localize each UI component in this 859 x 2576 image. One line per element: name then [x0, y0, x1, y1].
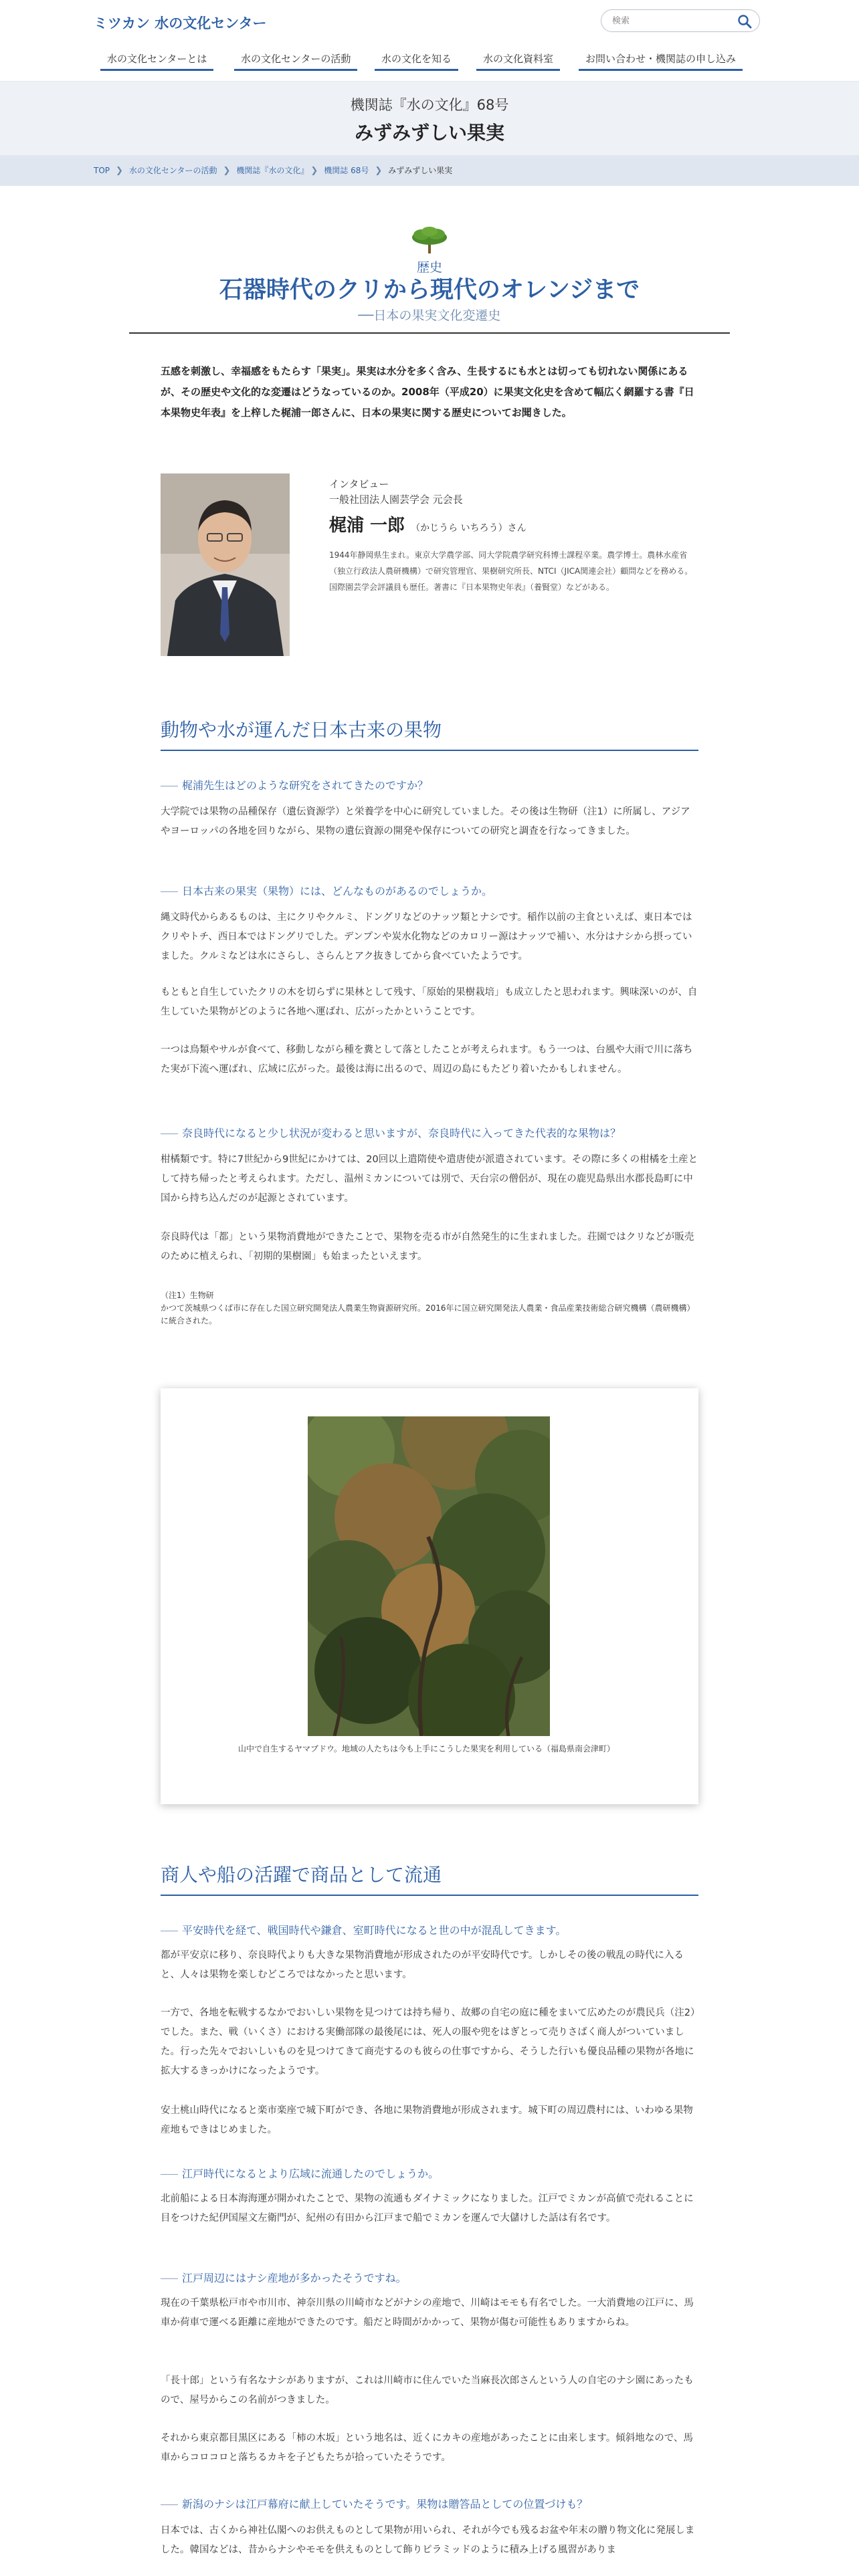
chevron-right-icon: ❯ — [375, 166, 383, 176]
article-category: 歴史 — [416, 260, 442, 275]
question-text: 平安時代を経て、戦国時代や鎌倉、室町時代になると世の中が混乱してきます。 — [182, 1924, 567, 1937]
question — [161, 776, 698, 796]
interviewee-name-text: 梶浦 一郎 — [329, 516, 405, 536]
question — [161, 1123, 698, 1144]
paragraph: もともと自生していたクリの木を切らずに果林として残す、「原始的果樹栽培」も成立したと思われます。興味深いのが、自生していた果物がどのように各地へ運ばれ、広がったかということです。 — [161, 987, 698, 1017]
paragraph: 日本では、古くから神社仏閣へのお供えものとして果物が用いられ、それが今でも残るお盆や年末の贈り物文化に発展しました。韓国などは、昔からナシやモモを供えものとして飾りピラミッドのように積み上げる風習がありま — [161, 2525, 695, 2555]
interviewee-profile: 1944年静岡県生まれ。東京大学農学部、同大学院農学研究科博士課程卒業。農学博士。農林水産省（独立行政法人農研機構）で研究管理官、果樹研究所長、NTCI（JICA関連会社）顧問などを務める。国際園芸学会評議員も歴任。著書に『日本果物史年表』（養賢堂）などがある。 — [329, 550, 693, 592]
breadcrumb-link-top[interactable]: TOP — [94, 166, 110, 175]
page-title-band — [0, 82, 859, 155]
photo-caption: 山中で自生するヤマブドウ。地域の人たちは今も上手にこうした果実を利用している（福島県南会津町） — [238, 1744, 615, 1753]
nav-item-activities[interactable]: 水の文化センターの活動 — [234, 47, 357, 71]
photo-card — [161, 1388, 698, 1804]
dash-decoration — [161, 2504, 178, 2505]
section-heading: 商人や船の活躍で商品として流通 — [161, 1860, 698, 1896]
paragraph: 柑橘類です。特に7世紀から9世紀にかけては、20回以上遣隋使や遣唐使が派遣されています。その際に多くの柑橘を土産として持ち帰ったと考えられます。ただし、温州ミカンについては別で、天台宗の僧侶が、現在の鹿児島県出水郡長島町に中国から持ち込んだのが起源とされています。 — [161, 1154, 698, 1204]
chevron-right-icon: ❯ — [310, 166, 318, 176]
dash-decoration — [161, 2174, 178, 2175]
title-divider — [129, 332, 730, 334]
question-text: 江戸周辺にはナシ産地が多かったそうですね。 — [182, 2272, 407, 2284]
interview-label: インタビュー — [329, 478, 389, 490]
breadcrumb — [0, 155, 859, 186]
question-text: 新潟のナシは江戸幕府に献上していたそうです。果物は贈答品としての位置づけも？ — [182, 2498, 588, 2510]
question — [161, 2268, 698, 2288]
paragraph: 一方で、各地を転戦するなかでおいしい果物を見つけては持ち帰り、故郷の自宅の庭に種をまいて広めたのが農民兵（注2）でした。また、戦（いくさ）における実働部隊の最後尾には、死人の服や兜をはぎとって売りさばく商人がついていました。行った先々でおいしいものを見つけてきて商売するのも彼らの仕事ですから、そうした行いも優良品種の果物が各地に拡大するきっかけになったようです。 — [161, 2008, 696, 2076]
chevron-right-icon: ❯ — [223, 166, 231, 176]
tree-icon — [408, 225, 451, 255]
paragraph: 北前船による日本海海運が開かれたことで、果物の流通もダイナミックになりました。江戸でミカンが高値で売れることに目をつけた紀伊国屋文左衛門が、紀州の有田から江戸まで船でミカンを運んで大儲けした話は有名です。 — [161, 2193, 694, 2224]
dash-decoration — [161, 891, 178, 892]
breadcrumb-link-magazine[interactable]: 機関誌『水の文化』 — [236, 166, 305, 175]
section-heading: 動物や水が運んだ日本古来の果物 — [161, 716, 698, 751]
issue-label: 機関誌『水の文化』68号 — [350, 97, 509, 113]
paragraph: それから東京都目黒区にある「柿の木坂」という地名は、近くにカキの産地があったことに由来します。傾斜地なので、馬車からコロコロと落ちるカキを子どもたちが拾っていたそうです。 — [161, 2433, 693, 2463]
question — [161, 2494, 698, 2514]
breadcrumb-current: みずみずしい果実 — [388, 166, 453, 175]
article-title: 石器時代のクリから現代のオレンジまで — [219, 277, 640, 304]
search-icon[interactable] — [737, 13, 753, 29]
interviewee-affiliation: 一般社団法人園芸学会 元会長 — [329, 494, 463, 506]
question — [161, 2164, 698, 2184]
interviewee-photo — [161, 473, 290, 656]
question-text: 日本古来の果実（果物）には、どんなものがあるのでしょうか。 — [182, 885, 493, 897]
wild-grape-photo — [308, 1416, 550, 1736]
global-nav — [0, 40, 859, 82]
search-box — [601, 9, 760, 32]
breadcrumb-link-activities[interactable]: 水の文化センターの活動 — [128, 166, 217, 175]
question-text: 江戸時代になるとより広域に流通したのでしょうか。 — [182, 2167, 440, 2180]
interviewee-name — [329, 510, 527, 542]
question-text: 梶浦先生はどのような研究をされてきたのですか？ — [182, 779, 429, 792]
search-input[interactable] — [612, 13, 726, 28]
question-text: 奈良時代になると少し状況が変わると思いますが、奈良時代に入ってきた代表的な果物は？ — [182, 1127, 622, 1140]
paragraph: 一つは鳥類やサルが食べて、移動しながら種を糞として落としたことが考えられます。もう一つは、台風や大雨で川に落ちた実が下流へ運ばれ、広域に広がった。最後は海に出るので、周辺の島にもたどり着いたかもしれません。 — [161, 1045, 693, 1075]
site-logo[interactable]: ミツカン 水の文化センター — [94, 15, 267, 31]
question — [161, 1921, 698, 1941]
nav-item-learn[interactable]: 水の文化を知る — [375, 47, 458, 71]
question — [161, 881, 698, 901]
chevron-right-icon: ❯ — [116, 166, 123, 176]
paragraph: 「長十郎」という有名なナシがありますが、これは川崎市に住んでいた当麻長次郎さんという人の自宅のナシ園にあったもので、屋号からこの名前がつきました。 — [161, 2375, 694, 2405]
page-title: みずみずしい果実 — [354, 122, 504, 144]
nav-item-about[interactable]: 水の文化センターとは — [100, 47, 213, 71]
footnote-title: （注1）生物研 — [161, 1291, 214, 1300]
paragraph: 都が平安京に移り、奈良時代よりも大きな果物消費地が形成されたのが平安時代です。しかしその後の戦乱の時代に入ると、人々は果物を楽しむどころではなかったと思います。 — [161, 1950, 684, 1980]
interviewee-kana: （かじうら いちろう）さん — [411, 523, 527, 534]
site-header — [0, 0, 859, 40]
footnote-body: かつて茨城県つくば市に存在した国立研究開発法人農業生物資源研究所。2016年に国立研究開発法人農業・食品産業技術総合研究機構（農研機構）に統合された。 — [161, 1303, 695, 1326]
paragraph: 縄文時代からあるものは、主にクリやクルミ、ドングリなどのナッツ類とナシです。稲作以前の主食といえば、東日本ではクリやトチ、西日本ではドングリでした。デンプンや炭水化物などのカロリー源はナッツで補い、水分はナシから摂っていました。クルミなどは水にさらし、さらんとアク抜きしてから食べていたようです。 — [161, 912, 692, 962]
nav-item-library[interactable]: 水の文化資料室 — [476, 47, 560, 71]
dash-decoration — [161, 2278, 178, 2279]
paragraph: 奈良時代は「都」という果物消費地ができたことで、果物を売る市が自然発生的に生まれました。荘園ではクリなどが販売のために植えられ、「初期的果樹園」も始まったといえます。 — [161, 1232, 694, 1262]
article-subtitle: ──日本の果実文化変遷史 — [358, 308, 501, 323]
paragraph: 現在の千葉県松戸市や市川市、神奈川県の川崎市などがナシの産地で、川崎はモモも有名でした。一大消費地の江戸に、馬車か荷車で運べる距離に産地ができたのです。船だと時間がかかって、果物が傷む可能性もありますからね。 — [161, 2298, 694, 2328]
article-lead: 五感を刺激し、幸福感をもたらす「果実」。果実は水分を多く含み、生長するにも水とは切っても切れない関係にあるが、その歴史や文化的な変遷はどうなっているのか。2008年（平成20）に果実文化史を含めて幅広く網羅する書『日本果物史年表』を上梓した梶浦一郎さんに、日本の果実に関する歴史についてお聞きした。 — [161, 365, 694, 419]
breadcrumb-link-issue[interactable]: 機関誌 68号 — [324, 166, 369, 175]
paragraph: 大学院では果物の品種保存（遺伝資源学）と栄養学を中心に研究していました。その後は生物研（注1）に所属し、アジアやヨーロッパの各地を回りながら、果物の遺伝資源の開発や保存についての研究と調査を行なってきました。 — [161, 807, 690, 837]
nav-item-contact[interactable]: お問い合わせ・機関誌の申し込み — [579, 47, 743, 71]
paragraph: 安土桃山時代になると楽市楽座で城下町ができ、各地に果物消費地が形成されます。城下町の周辺農村には、いわゆる果物産地もできはじめました。 — [161, 2105, 693, 2135]
